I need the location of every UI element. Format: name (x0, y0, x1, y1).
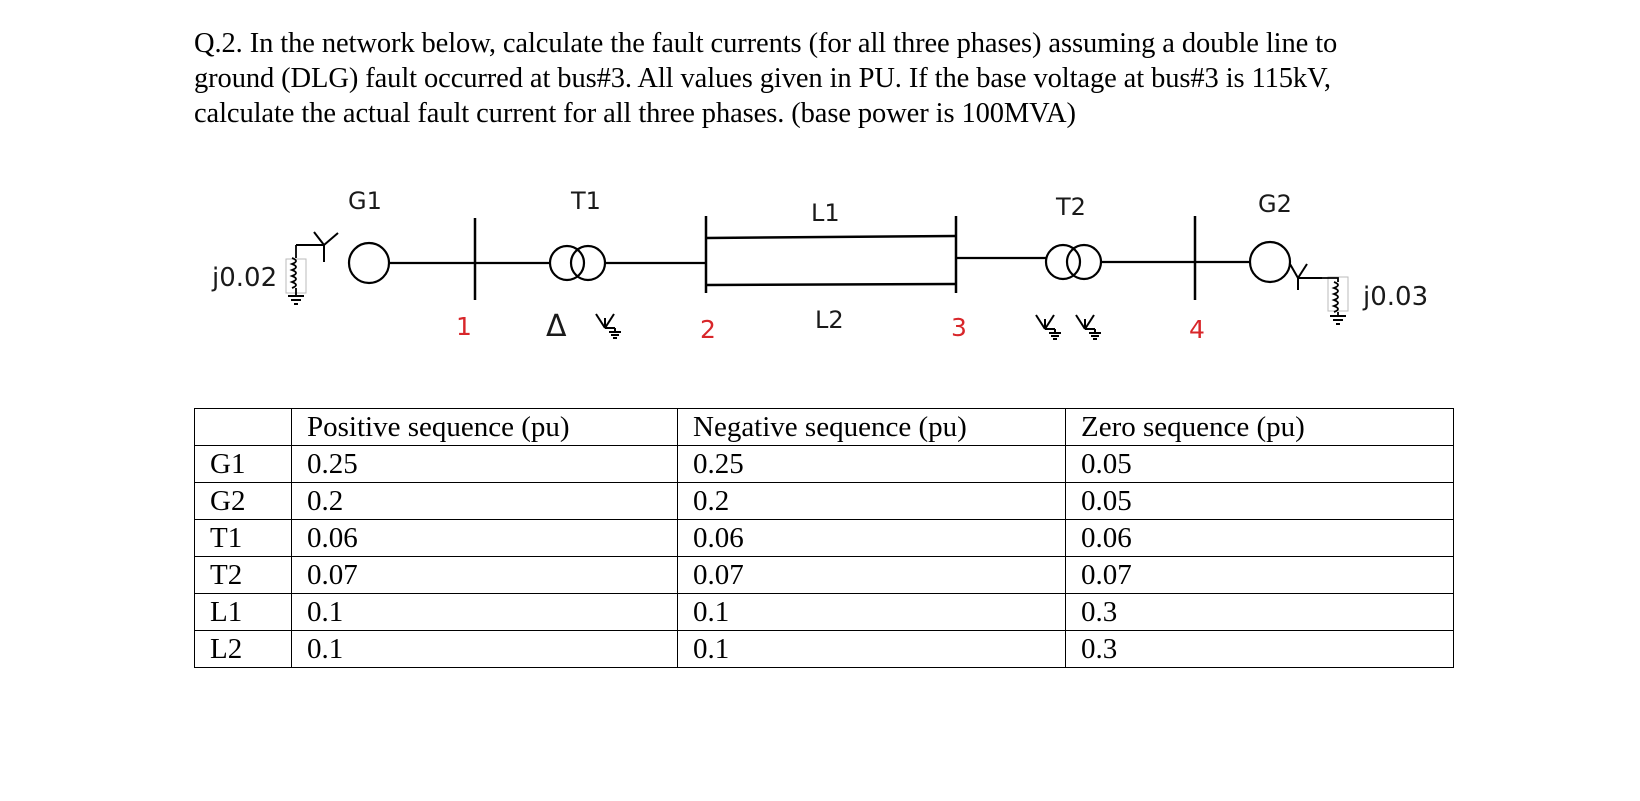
g1-generator-symbol (349, 243, 389, 283)
table-row (195, 446, 1454, 483)
table-row (195, 520, 1454, 557)
table-cell: 0.1 (678, 594, 1066, 631)
g2-wye-symbol (1290, 264, 1322, 290)
t1-wye-grounded-symbol (596, 314, 621, 338)
table-cell: 0.1 (292, 631, 678, 668)
g2-generator-symbol (1250, 242, 1290, 282)
table-cell: 0.3 (1066, 631, 1454, 668)
l2-label: L2 (815, 306, 844, 334)
table-cell: T2 (195, 557, 292, 594)
g1-ground-impedance: j0.02 (212, 263, 278, 293)
bus-1-label: 1 (456, 312, 472, 341)
t2-wye-grounded-left-symbol (1036, 315, 1061, 339)
t1-transformer-symbol (550, 246, 605, 280)
table-cell: L2 (195, 631, 292, 668)
t1-delta-symbol: Δ (546, 309, 567, 344)
table-cell: 0.07 (678, 557, 1066, 594)
bus-3-label: 3 (951, 313, 967, 342)
g2-grounding-reactor (1322, 277, 1348, 324)
t2-wye-grounded-right-symbol (1076, 315, 1101, 339)
table-cell: 0.06 (292, 520, 678, 557)
table-header-cell: Positive sequence (pu) (292, 409, 678, 446)
g1-label: G1 (348, 187, 382, 215)
g1-wye-symbol (296, 232, 338, 262)
t1-label: T1 (571, 187, 601, 215)
table-cell: 0.06 (1066, 520, 1454, 557)
table-row (195, 557, 1454, 594)
table-cell: 0.3 (1066, 594, 1454, 631)
table-row (195, 594, 1454, 631)
line-l2 (706, 284, 956, 285)
question-line: calculate the actual fault current for all three phases. (base power is 100MVA) (194, 98, 1076, 129)
table-cell: L1 (195, 594, 292, 631)
table-cell: 0.2 (292, 483, 678, 520)
one-line-diagram (0, 0, 1640, 400)
table-header-cell: Negative sequence (pu) (678, 409, 1066, 446)
g2-label: G2 (1258, 190, 1292, 218)
table-cell: 0.1 (678, 631, 1066, 668)
g1-grounding-reactor (286, 245, 306, 304)
table-cell: 0.05 (1066, 483, 1454, 520)
table-row (195, 483, 1454, 520)
table-header-row (195, 409, 1454, 446)
table-cell: G2 (195, 483, 292, 520)
table-header-cell (195, 409, 292, 446)
table-header-cell: Zero sequence (pu) (1066, 409, 1454, 446)
table-cell: 0.07 (1066, 557, 1454, 594)
question-line: ground (DLG) fault occurred at bus#3. All values given in PU. If the base voltage at bus#3 is 115kV, (194, 63, 1331, 94)
line-l1 (706, 236, 956, 238)
bus-2-label: 2 (700, 315, 716, 344)
table-cell: T1 (195, 520, 292, 557)
table-cell: 0.05 (1066, 446, 1454, 483)
table-cell: 0.25 (678, 446, 1066, 483)
table-cell: 0.2 (678, 483, 1066, 520)
table-cell: G1 (195, 446, 292, 483)
table-row (195, 631, 1454, 668)
l1-label: L1 (811, 199, 840, 227)
bus-4-label: 4 (1189, 315, 1205, 344)
g2-ground-impedance: j0.03 (1363, 282, 1429, 312)
table-cell: 0.1 (292, 594, 678, 631)
table-cell: 0.25 (292, 446, 678, 483)
sequence-impedance-table (194, 408, 1454, 668)
table-cell: 0.07 (292, 557, 678, 594)
t2-label: T2 (1056, 193, 1086, 221)
table-cell: 0.06 (678, 520, 1066, 557)
t2-transformer-symbol (1046, 245, 1101, 279)
question-line: Q.2. In the network below, calculate the fault currents (for all three phases) assuming a double line to (194, 28, 1338, 59)
